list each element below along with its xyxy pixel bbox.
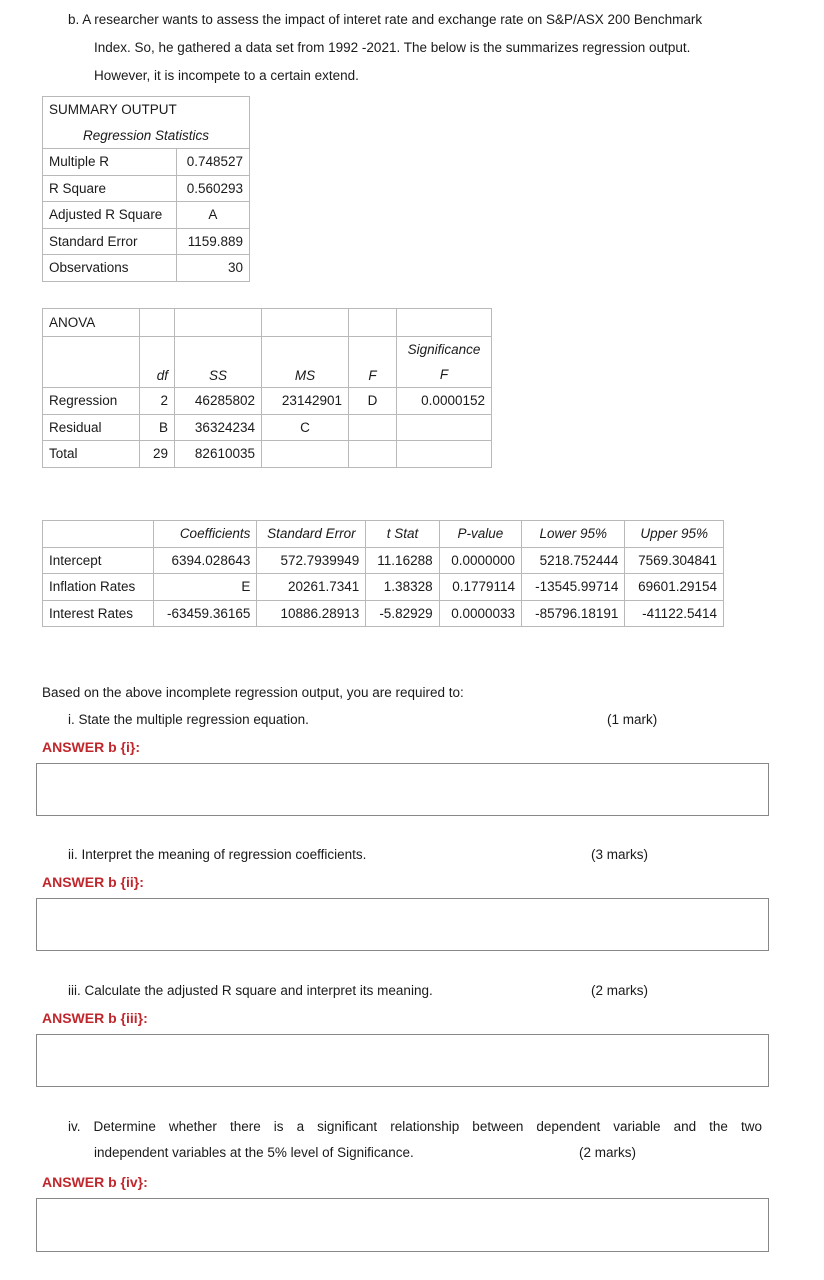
coef-cell: 5218.752444	[522, 547, 625, 574]
anova-header-df: df	[140, 337, 175, 388]
answer-4-label: ANSWER b {iv}:	[42, 1174, 148, 1190]
anova-ss: 36324234	[175, 414, 262, 441]
question-2: ii. Interpret the meaning of regression coefficients.	[68, 847, 367, 862]
anova-f: D	[349, 388, 397, 415]
summary-output-table	[42, 96, 250, 282]
regression-statistics-heading: Regression Statistics	[43, 123, 250, 149]
anova-header-ms: MS	[262, 337, 349, 388]
anova-df: B	[140, 414, 175, 441]
stat-label: R Square	[43, 175, 177, 202]
coef-cell: 6394.028643	[154, 547, 257, 574]
question-3: iii. Calculate the adjusted R square and interpret its meaning.	[68, 983, 433, 998]
coef-cell: 0.0000000	[439, 547, 521, 574]
question-2-marks: (3 marks)	[591, 847, 648, 862]
coef-cell: -85796.18191	[522, 600, 625, 627]
answer-1-label: ANSWER b {i}:	[42, 739, 140, 755]
coef-header: Standard Error	[257, 521, 366, 548]
anova-header-sig-line1: Significance	[407, 342, 481, 357]
anova-row-label: Residual	[43, 414, 140, 441]
table-row	[43, 175, 250, 202]
coef-cell: 0.1779114	[439, 574, 521, 601]
coef-cell: -63459.36165	[154, 600, 257, 627]
anova-ms: C	[262, 414, 349, 441]
coef-cell: -13545.99714	[522, 574, 625, 601]
table-row	[43, 388, 492, 415]
answer-1-box[interactable]	[36, 763, 769, 816]
stat-label: Adjusted R Square	[43, 202, 177, 229]
anova-row-label: Total	[43, 441, 140, 468]
stat-value: 0.560293	[176, 175, 249, 202]
stat-value: 30	[176, 255, 249, 282]
summary-title: SUMMARY OUTPUT	[43, 97, 250, 123]
anova-df: 2	[140, 388, 175, 415]
table-row	[43, 547, 724, 574]
answer-2-label: ANSWER b {ii}:	[42, 874, 144, 890]
anova-table	[42, 308, 492, 468]
anova-f	[349, 441, 397, 468]
stat-label: Multiple R	[43, 149, 177, 176]
stat-label: Observations	[43, 255, 177, 282]
question-1-marks: (1 mark)	[607, 712, 658, 727]
anova-sig: 0.0000152	[397, 388, 492, 415]
question-3-marks: (2 marks)	[591, 983, 648, 998]
coef-cell: 0.0000033	[439, 600, 521, 627]
coef-header: Upper 95%	[625, 521, 724, 548]
table-row	[43, 441, 492, 468]
coef-header: Lower 95%	[522, 521, 625, 548]
anova-ms	[262, 441, 349, 468]
coefficients-table	[42, 520, 724, 627]
anova-header-significance-f	[397, 337, 492, 388]
coef-header: P-value	[439, 521, 521, 548]
intro-line-3: However, it is incompete to a certain extend.	[94, 68, 359, 83]
table-row	[43, 228, 250, 255]
stat-value: 1159.889	[176, 228, 249, 255]
questions-lead: Based on the above incomplete regression output, you are required to:	[42, 685, 464, 700]
coef-cell: E	[154, 574, 257, 601]
answer-3-box[interactable]	[36, 1034, 769, 1087]
coef-cell: -5.82929	[366, 600, 439, 627]
anova-ms: 23142901	[262, 388, 349, 415]
stat-value: A	[176, 202, 249, 229]
anova-ss: 82610035	[175, 441, 262, 468]
anova-title: ANOVA	[43, 309, 140, 337]
anova-ss: 46285802	[175, 388, 262, 415]
coef-cell: 572.7939949	[257, 547, 366, 574]
anova-sig	[397, 441, 492, 468]
coef-row-label: Intercept	[43, 547, 154, 574]
anova-sig	[397, 414, 492, 441]
anova-header-f: F	[349, 337, 397, 388]
answer-4-box[interactable]	[36, 1198, 769, 1252]
question-4-line-1: iv. Determine whether there is a significant relationship between dependent variable and the two	[68, 1119, 762, 1134]
coef-cell: -41122.5414	[625, 600, 724, 627]
coef-cell: 1.38328	[366, 574, 439, 601]
table-row	[43, 574, 724, 601]
anova-header-ss: SS	[175, 337, 262, 388]
answer-2-box[interactable]	[36, 898, 769, 951]
coef-row-label: Inflation Rates	[43, 574, 154, 601]
anova-row-label: Regression	[43, 388, 140, 415]
coef-header: t Stat	[366, 521, 439, 548]
coef-cell: 11.16288	[366, 547, 439, 574]
table-row	[43, 255, 250, 282]
table-row	[43, 414, 492, 441]
question-1: i. State the multiple regression equation.	[68, 712, 309, 727]
table-row	[43, 600, 724, 627]
intro-line-2: Index. So, he gathered a data set from 1992 -2021. The below is the summarizes regression output.	[94, 40, 691, 55]
coef-cell: 69601.29154	[625, 574, 724, 601]
coef-cell: 10886.28913	[257, 600, 366, 627]
coef-cell: 7569.304841	[625, 547, 724, 574]
intro-line-1: b. A researcher wants to assess the impact of interet rate and exchange rate on S&P/ASX 200 Benchmark	[68, 12, 703, 27]
anova-df: 29	[140, 441, 175, 468]
answer-3-label: ANSWER b {iii}:	[42, 1010, 148, 1026]
question-4-line-2: independent variables at the 5% level of Significance.	[94, 1145, 414, 1160]
anova-header-sig-line2: F	[439, 367, 449, 382]
coef-row-label: Interest Rates	[43, 600, 154, 627]
coef-header: Coefficients	[154, 521, 257, 548]
table-row	[43, 149, 250, 176]
stat-label: Standard Error	[43, 228, 177, 255]
table-row	[43, 202, 250, 229]
stat-value: 0.748527	[176, 149, 249, 176]
question-intro	[68, 6, 768, 90]
question-4-marks: (2 marks)	[579, 1145, 636, 1160]
coef-cell: 20261.7341	[257, 574, 366, 601]
anova-f	[349, 414, 397, 441]
